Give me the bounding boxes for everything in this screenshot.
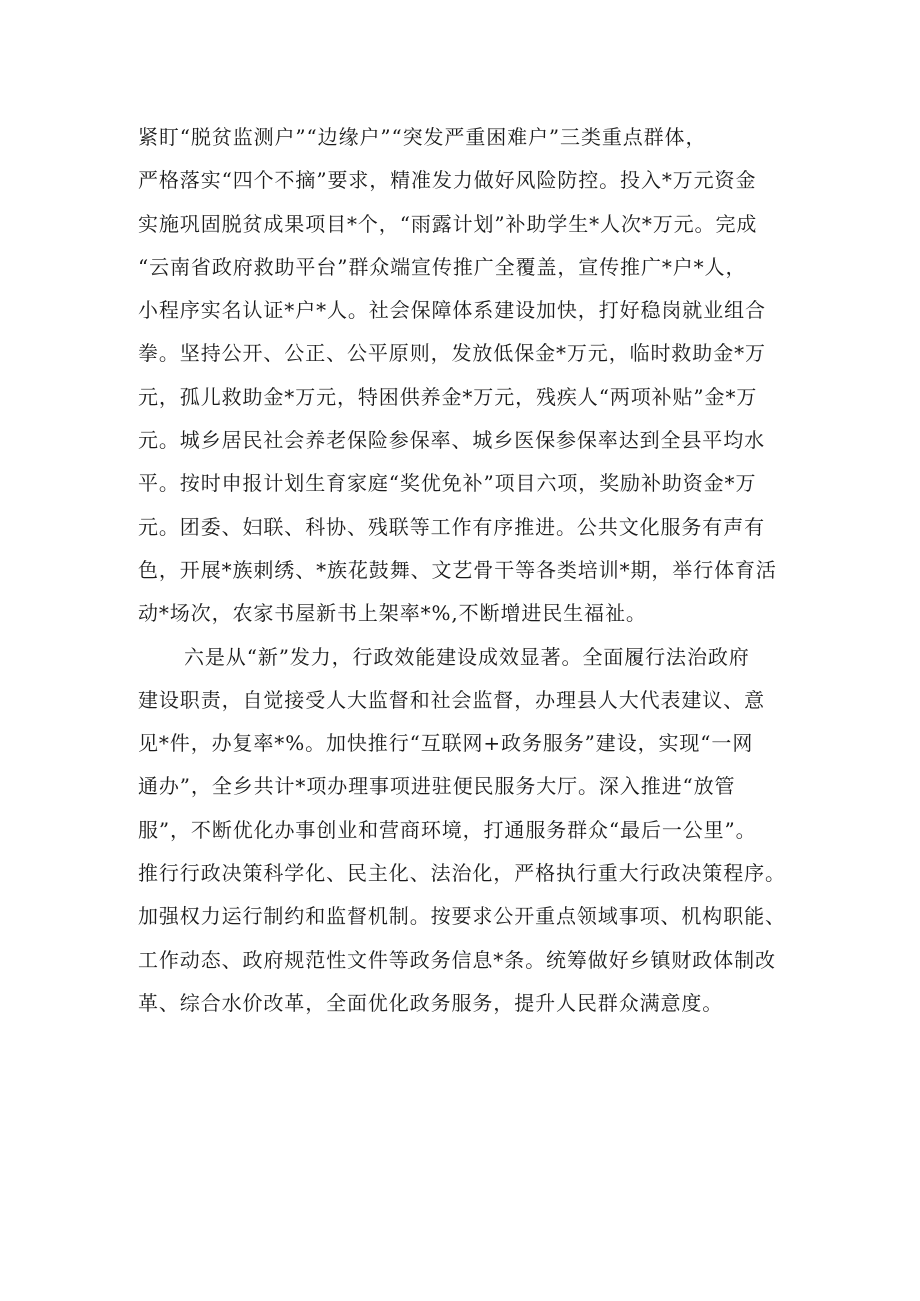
text-line: 元，孤儿救助金*万元，特困供养金*万元，残疾人“两项补贴”金*万	[138, 384, 758, 409]
text-line: 服”，不断优化办事创业和营商环境，打通服务群众“最后一公里”。	[138, 817, 757, 842]
text-line: 实施巩固脱贫成果项目*个，“雨露计划”补助学生*人次*万元。完成	[138, 211, 758, 236]
text-line: 推行行政决策科学化、民主化、法治化，严格执行重大行政决策程序。	[138, 861, 786, 886]
text-line: 工作动态、政府规范性文件等政务信息*条。统筹做好乡镇财政体制改	[138, 947, 776, 972]
text-line: 平。按时申报计划生育家庭“奖优免补”项目六项，奖励补助资金*万	[138, 471, 757, 496]
text-line: 通办”，全乡共计*项办理事项进驻便民服务大厅。深入推进“放管	[138, 774, 736, 799]
text-line: 元。团委、妇联、科协、残联等工作有序推进。公共文化服务有声有	[138, 514, 765, 539]
text-line: 建设职责，自觉接受人大监督和社会监督，办理县人大代表建议、意	[138, 687, 765, 712]
text-line: 严格落实“四个不摘”要求，精准发力做好风险防控。投入*万元资金	[138, 168, 757, 193]
paragraph-first-line: 六是从“新”发力，行政效能建设成效显著。全面履行法治政府	[184, 644, 750, 669]
text-line: 见*件，办复率*%。加快推行“互联网+政务服务”建设，实现“一网	[138, 731, 754, 756]
body-text	[138, 116, 798, 1025]
text-line: 色，开展*族刺绣、*族花鼓舞、文艺骨干等各类培训*期，举行体育活	[138, 557, 777, 582]
text-line: 动*场次，农家书屋新书上架率*%,不断增进民生福祉。	[138, 601, 647, 626]
text-line: 拳。坚持公开、公正、公平原则，发放低保金*万元，临时救助金*万	[138, 341, 766, 366]
text-line: 元。城乡居民社会养老保险参保率、城乡医保参保率达到全县平均水	[138, 428, 765, 453]
text-line: 革、综合水价改革，全面优化政务服务，提升人民群众满意度。	[138, 990, 724, 1015]
text-line: “云南省政府救助平台”群众端宣传推广全覆盖，宣传推广*户*人，	[138, 254, 747, 279]
text-line: 小程序实名认证*户*人。社会保障体系建设加快，打好稳岗就业组合	[138, 298, 766, 323]
text-line: 加强权力运行制约和监督机制。按要求公开重点领域事项、机构职能、	[138, 904, 786, 929]
text-line: 紧盯“脱贫监测户”“边缘户”“突发严重困难户”三类重点群体，	[138, 125, 707, 149]
